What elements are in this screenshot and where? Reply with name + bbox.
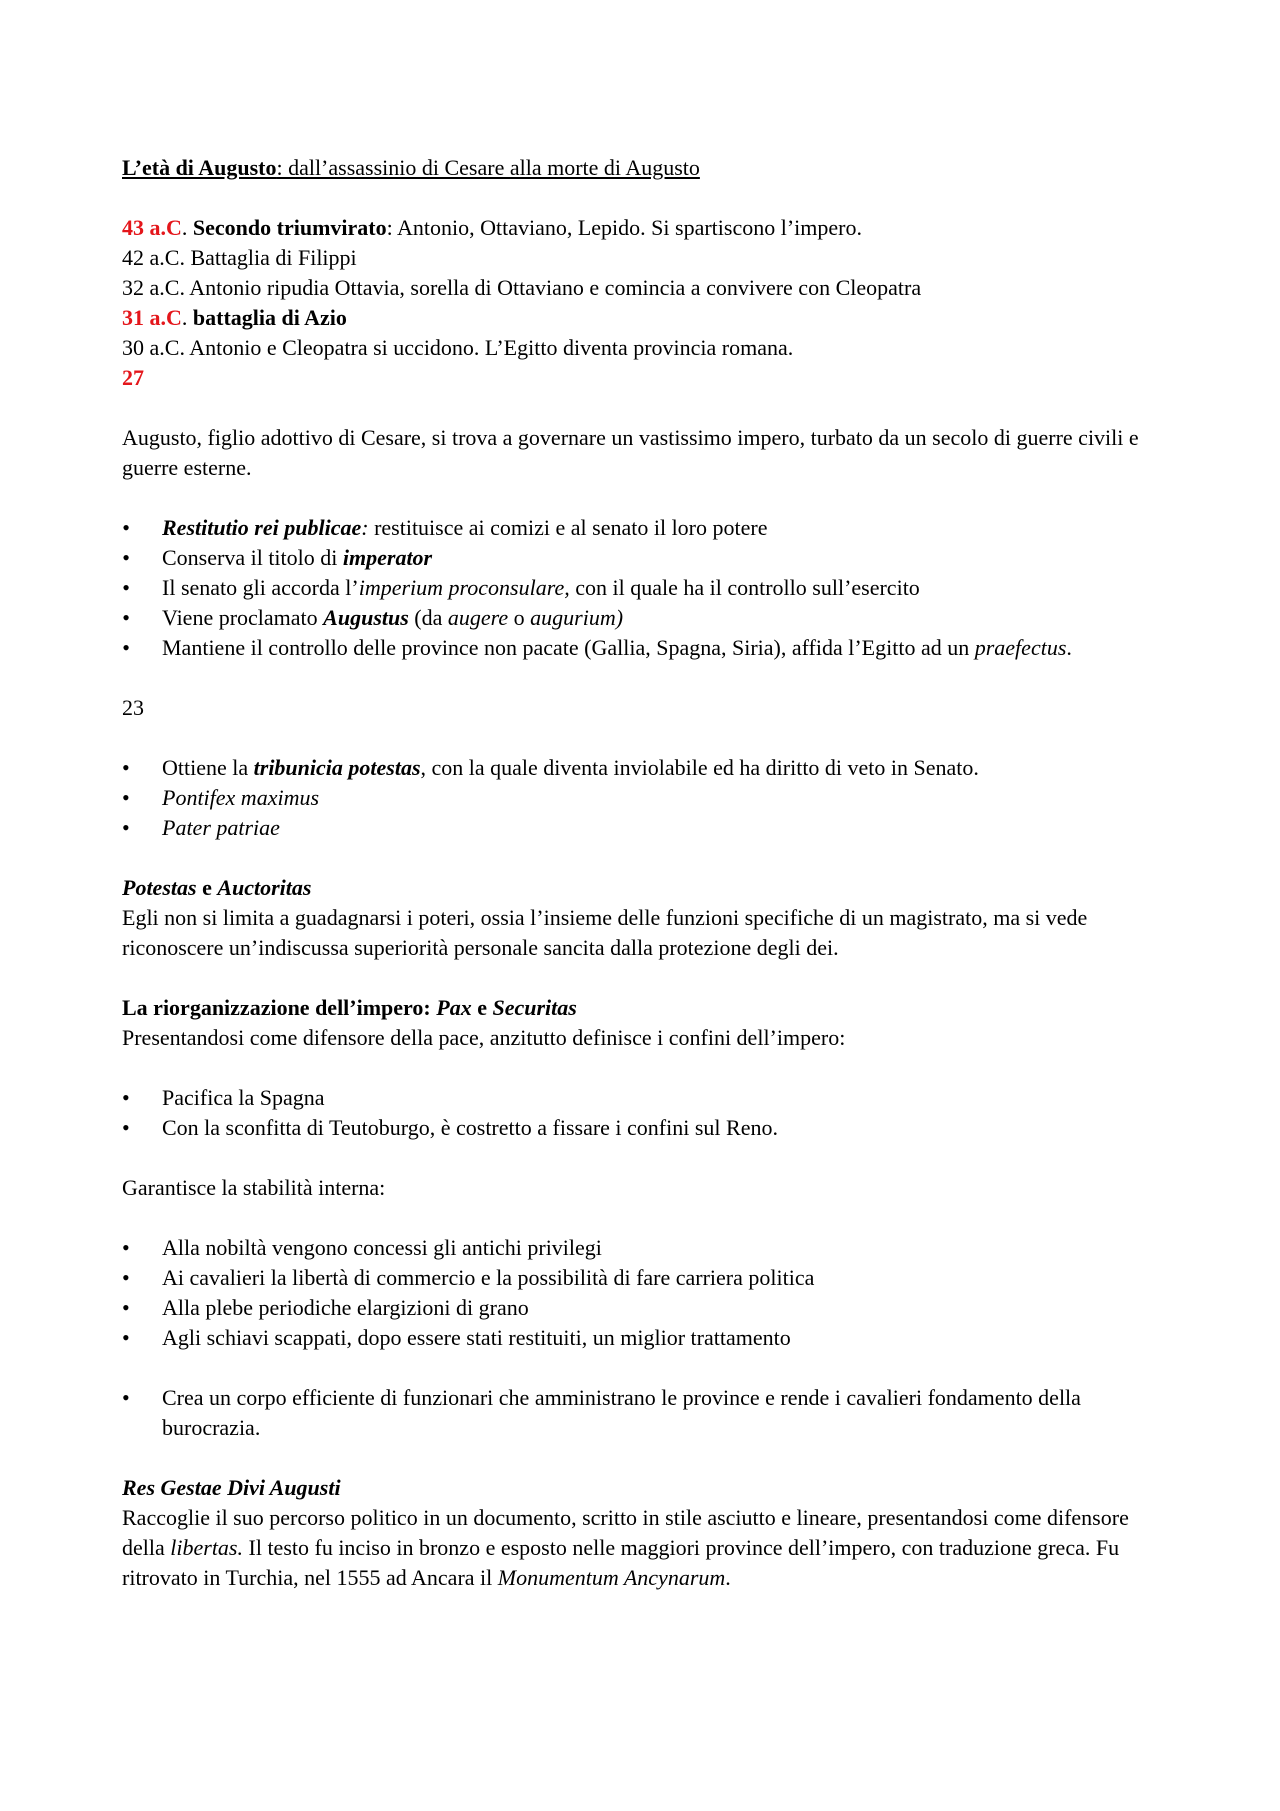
timeline-entry: 30 a.C. Antonio e Cleopatra si uccidono. L’Egitto diventa provincia romana. <box>122 335 794 360</box>
list-item: • Viene proclamato Augustus (da augere o augurium) <box>122 603 1162 633</box>
bullet-icon: • <box>122 1085 130 1110</box>
list-item: • Pontifex maximus <box>122 783 1162 813</box>
section-heading-riorganizzazione: La riorganizzazione dell’impero: Pax e Securitas <box>122 995 577 1020</box>
timeline-entry: 27 <box>122 365 144 390</box>
list-item: • Mantiene il controllo delle province non pacate (Gallia, Spagna, Siria), affida l’Egitto ad un praefectus. <box>122 633 1162 663</box>
bullet-list-burocrazia <box>122 1383 1162 1443</box>
res-gestae-paragraph: Raccoglie il suo percorso politico in un documento, scritto in stile asciutto e lineare, presentandosi come difensore della libertas. Il testo fu inciso in bronzo e esposto nelle maggiori province dell’impero, con traduzione greca. Fu ritrovato in Turchia, nel 1555 ad Ancara il Monumentum Ancynarum. <box>122 1505 1129 1590</box>
timeline-entry: 43 a.C. Secondo triumvirato: Antonio, Ottaviano, Lepido. Si spartiscono l’impero. <box>122 215 862 240</box>
timeline-entry: 31 a.C. battaglia di Azio <box>122 305 347 330</box>
bullet-icon: • <box>122 605 130 630</box>
bullet-icon: • <box>122 1265 130 1290</box>
intro-paragraph: Augusto, figlio adottivo di Cesare, si trova a governare un vastissimo impero, turbato da un secolo di guerre civili e guerre esterne. <box>122 425 1139 480</box>
bullet-icon: • <box>122 545 130 570</box>
list-item: • Ottiene la tribunicia potestas, con la quale diventa inviolabile ed ha diritto di veto in Senato. <box>122 753 1162 783</box>
riorganizzazione-paragraph: Presentandosi come difensore della pace, anzitutto definisce i confini dell’impero: <box>122 1025 846 1050</box>
bullet-icon: • <box>122 1325 130 1350</box>
list-item: • Pacifica la Spagna <box>122 1083 1162 1113</box>
bullet-icon: • <box>122 635 130 660</box>
list-item: • Ai cavalieri la libertà di commercio e la possibilità di fare carriera politica <box>122 1263 1162 1293</box>
bullet-icon: • <box>122 1385 130 1410</box>
list-item: • Alla plebe periodiche elargizioni di grano <box>122 1293 1162 1323</box>
list-item: • Crea un corpo efficiente di funzionari che amministrano le province e rende i cavalieri fondamento della burocrazia. <box>122 1385 1081 1440</box>
bullet-icon: • <box>122 815 130 840</box>
potestas-paragraph: Egli non si limita a guadagnarsi i poteri, ossia l’insieme delle funzioni specifiche di un magistrato, ma si vede riconoscere un’indiscussa superiorità personale sancita dalla protezione degli dei. <box>122 905 1088 960</box>
document-page <box>122 153 1162 1593</box>
bullet-list-27 <box>122 513 1162 663</box>
document-title: L’età di Augusto: dall’assassinio di Cesare alla morte di Augusto <box>122 155 700 180</box>
bullet-icon: • <box>122 785 130 810</box>
list-item: • Il senato gli accorda l’imperium proconsulare, con il quale ha il controllo sull’esercito <box>122 573 1162 603</box>
bullet-icon: • <box>122 755 130 780</box>
timeline-entry: 42 a.C. Battaglia di Filippi <box>122 245 357 270</box>
list-item: • Alla nobiltà vengono concessi gli antichi privilegi <box>122 1233 1162 1263</box>
list-item: • Restitutio rei publicae: restituisce ai comizi e al senato il loro potere <box>122 513 1162 543</box>
list-item: • Agli schiavi scappati, dopo essere stati restituiti, un miglior trattamento <box>122 1323 1162 1353</box>
list-item: • Conserva il titolo di imperator <box>122 543 1162 573</box>
section-heading-potestas: Potestas e Auctoritas <box>122 875 312 900</box>
bullet-list-stabilita <box>122 1233 1162 1353</box>
year-label: 23 <box>122 695 144 720</box>
bullet-icon: • <box>122 1295 130 1320</box>
stabilita-intro: Garantisce la stabilità interna: <box>122 1175 386 1200</box>
timeline-entry: 32 a.C. Antonio ripudia Ottavia, sorella di Ottaviano e comincia a convivere con Cleopatra <box>122 275 922 300</box>
bullet-icon: • <box>122 1235 130 1260</box>
list-item: • Con la sconfitta di Teutoburgo, è costretto a fissare i confini sul Reno. <box>122 1113 1162 1143</box>
bullet-list-confini <box>122 1083 1162 1143</box>
list-item: • Pater patriae <box>122 813 1162 843</box>
bullet-icon: • <box>122 575 130 600</box>
section-heading-res-gestae: Res Gestae Divi Augusti <box>122 1475 341 1500</box>
bullet-icon: • <box>122 1115 130 1140</box>
bullet-list-23 <box>122 753 1162 843</box>
bullet-icon: • <box>122 515 130 540</box>
